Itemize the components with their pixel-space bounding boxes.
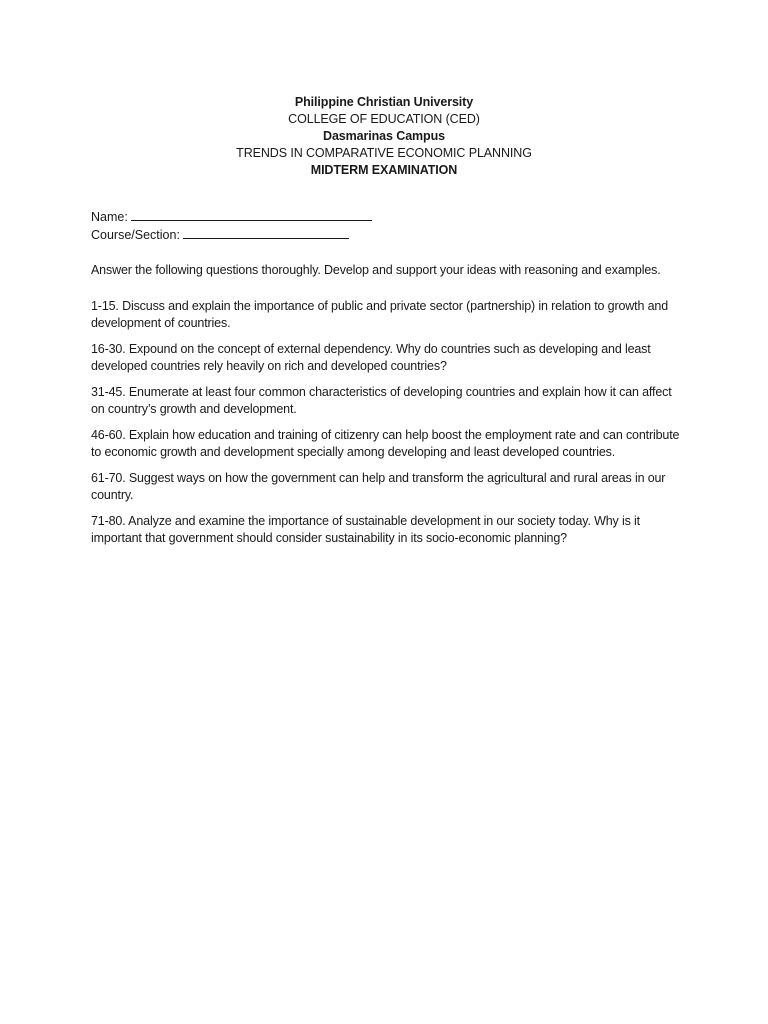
name-field-row [91,209,372,227]
name-label: Name: [91,210,128,224]
question-46-60: 46-60. Explain how education and training of citizenry can help boost the employment rate and can contribute to economic growth and development specially among developing and least developed countries. [91,427,680,459]
exam-title: MIDTERM EXAMINATION [310,163,458,177]
name-blank-line [131,209,372,221]
instructions: Answer the following questions thoroughly. Develop and support your ideas with reasoning and examples. [91,263,661,277]
campus-name: Dasmarinas Campus [323,129,445,143]
question-61-70: 61-70. Suggest ways on how the government can help and transform the agricultural and rural areas in our country. [91,470,666,502]
university-name: Philippine Christian University [294,95,474,109]
exam-header [0,94,768,179]
college-name: COLLEGE OF EDUCATION (CED) [288,112,480,126]
student-fields [91,209,372,244]
question-1-15: 1-15. Discuss and explain the importance of public and private sector (partnership) in relation to growth and development of countries. [91,298,669,330]
course-field-row [91,227,372,245]
course-section-label: Course/Section: [91,227,180,242]
course-title: TRENDS IN COMPARATIVE ECONOMIC PLANNING [236,146,532,160]
exam-content [91,262,681,556]
question-71-80: 71-80. Analyze and examine the importance of sustainable development in our society today. Why is it important that government should consider sustainability in its socio-economic planning? [91,513,640,545]
question-31-45: 31-45. Enumerate at least four common characteristics of developing countries and explain how it can affect on country’s growth and development. [91,384,672,416]
question-16-30: 16-30. Expound on the concept of external dependency. Why do countries such as developing and least developed countries rely heavily on rich and developed countries? [91,341,651,373]
course-section-blank-line [183,227,349,239]
